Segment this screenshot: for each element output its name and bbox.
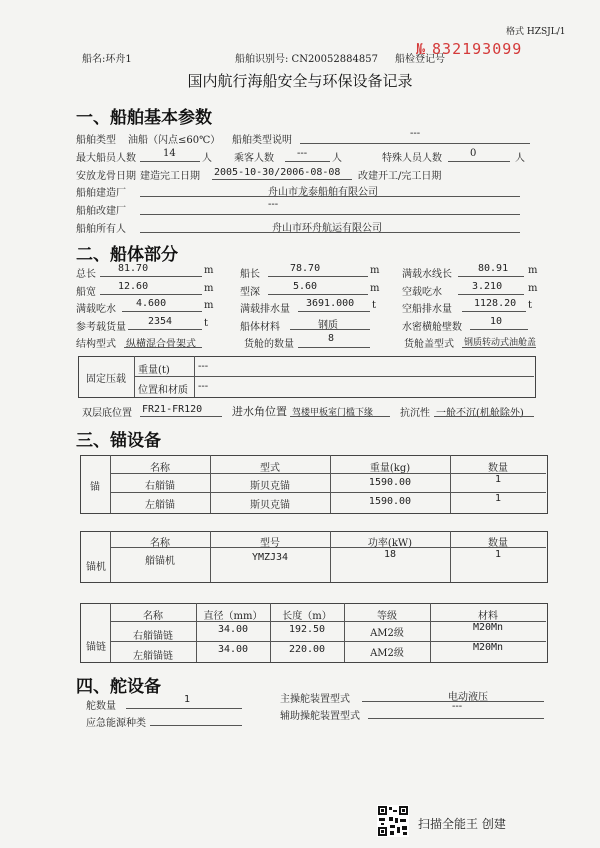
max-crew-label: 最大船员人数 (76, 153, 136, 164)
cargo-value: 2354 (148, 316, 173, 327)
depth-value: 5.60 (293, 281, 318, 292)
max-crew-value: 14 (163, 148, 176, 159)
ballast-position-value: --- (198, 381, 209, 392)
light-disp-value: 1128.20 (474, 298, 517, 309)
disp-unit: t (372, 300, 377, 311)
table-cell: 左艏锚 (145, 500, 175, 511)
section-1-heading: 一、船舶基本参数 (76, 108, 212, 128)
ship-type-value: 油船（闪点≤60℃） (128, 135, 221, 146)
flood-value: 驾楼甲板室门槛下缘 (292, 408, 374, 418)
sink-label: 抗沉性 (400, 408, 430, 419)
length-value: 81.70 (118, 263, 149, 274)
holds-label: 货舱的数量 (244, 339, 294, 350)
table-cell: AM2级 (370, 648, 404, 659)
table-cell: 34.00 (217, 624, 249, 635)
rebuilder-value: --- (268, 199, 279, 210)
light-draft-unit: m (528, 283, 538, 294)
owner-value: 舟山市环舟航运有限公司 (272, 223, 382, 234)
windlass-header-power: 功率(kW) (367, 538, 413, 549)
light-draft-value: 3.210 (472, 281, 503, 292)
loadline-unit: m (528, 265, 538, 276)
ballast-weight-value: --- (198, 361, 209, 372)
holds-value: 8 (328, 333, 335, 344)
table-cell: 1 (494, 474, 502, 485)
person-unit-1: 人 (202, 153, 212, 164)
main-gear-value: 电动液压 (448, 692, 488, 703)
builder-label: 船舶建造厂 (76, 188, 126, 199)
table-cell: 1590.00 (368, 477, 412, 488)
passengers-label: 乘客人数 (234, 153, 274, 164)
light-draft-label: 空载吃水 (402, 287, 442, 298)
draft-value: 4.600 (136, 298, 167, 309)
breadth-value: 12.60 (118, 281, 149, 292)
double-bottom-value: FR21-FR120 (142, 404, 203, 415)
table-cell: 1 (494, 549, 502, 560)
cargo-unit: t (204, 318, 209, 329)
light-disp-label: 空船排水量 (402, 304, 452, 315)
table-cell: M20Mn (472, 642, 504, 653)
table-cell: YMZJ34 (251, 552, 289, 563)
keel-label: 安放龙骨日期 (76, 171, 136, 182)
chain-header-name: 名称 (143, 611, 163, 622)
length-unit: m (204, 265, 214, 276)
loadline-value: 80.91 (478, 263, 509, 274)
lbp-value: 78.70 (290, 263, 321, 274)
double-bottom-label: 双层底位置 (82, 408, 132, 419)
windlass-header-name: 名称 (150, 538, 170, 549)
person-unit-2: 人 (332, 153, 342, 164)
material-label: 船体材料 (240, 322, 280, 333)
windlass-header-qty: 数量 (488, 538, 508, 549)
table-cell: 34.00 (217, 644, 249, 655)
section-4-heading: 四、舵设备 (76, 677, 161, 697)
ballast-label: 固定压载 (86, 374, 126, 385)
serial-number (416, 40, 522, 58)
table-cell: 斯贝克锚 (250, 481, 290, 492)
table-cell: 艏锚机 (145, 556, 175, 567)
windlass-group-label: 锚机 (86, 562, 106, 573)
serial-prefix: № (416, 40, 427, 58)
ballast-position-label: 位置和材质 (138, 385, 188, 396)
anchor-header-type: 型式 (260, 463, 280, 474)
ship-name: 船名:环舟1 (82, 54, 132, 65)
anchor-header-qty: 数量 (488, 463, 508, 474)
rebuild-label: 改建开工/完工日期 (358, 171, 442, 182)
builder-value: 舟山市龙泰船舶有限公司 (268, 187, 378, 198)
rebuilder-label: 船舶改建厂 (76, 206, 126, 217)
chain-header-material: 材料 (478, 611, 498, 622)
serial-value: 832193099 (432, 40, 523, 58)
rudder-count-value: 1 (184, 694, 191, 705)
table-cell: 220.00 (288, 644, 326, 655)
loadline-label: 满载水线长 (402, 269, 452, 280)
ship-type-desc-value: --- (410, 128, 421, 139)
table-cell: AM2级 (370, 628, 404, 639)
form-code: 格式 HZSJL/1 (506, 27, 566, 37)
structure-value: 纵横混合骨架式 (126, 339, 196, 350)
rudder-count-label: 舵数量 (86, 701, 116, 712)
special-label: 特殊人员人数 (382, 153, 442, 164)
table-cell: 右艏锚 (145, 481, 175, 492)
page-title: 国内航行海船安全与环保设备记录 (187, 72, 413, 90)
anchor-group-label: 锚 (90, 482, 100, 493)
ship-type-label: 船舶类型 (76, 135, 116, 146)
length-label: 总长 (76, 269, 96, 280)
chain-header-diameter: 直径（mm） (203, 611, 263, 622)
table-cell: 1590.00 (368, 496, 412, 507)
depth-label: 型深 (240, 287, 260, 298)
bulkhead-label: 水密横舱壁数 (402, 322, 462, 333)
bulkhead-value: 10 (490, 316, 503, 327)
table-cell: 18 (383, 549, 397, 560)
built-label: 建造完工日期 (140, 171, 200, 182)
emergency-label: 应急能源种类 (86, 718, 146, 729)
chain-header-grade: 等级 (377, 611, 397, 622)
table-cell: 右艏锚链 (133, 631, 173, 642)
draft-label: 满载吃水 (76, 304, 116, 315)
passengers-value: --- (297, 148, 308, 159)
built-value: 2005-10-30/2006-08-08 (214, 167, 341, 178)
ship-id: 船舶识别号: CN20052884857 (235, 54, 378, 65)
chain-group-label: 锚链 (86, 642, 106, 653)
special-value: 0 (470, 148, 477, 159)
breadth-unit: m (204, 283, 214, 294)
material-value: 钢质 (318, 320, 338, 331)
aux-gear-label: 辅助操舵装置型式 (280, 711, 360, 722)
person-unit-3: 人 (515, 153, 525, 164)
inspection-label: 船检登记号 (395, 54, 445, 65)
lbp-unit: m (370, 265, 380, 276)
cargo-label: 参考载货量 (76, 322, 126, 333)
sink-value: 一舱不沉(机舱除外) (436, 408, 524, 419)
depth-unit: m (370, 283, 380, 294)
table-cell: M20Mn (472, 622, 504, 633)
disp-label: 满载排水量 (240, 304, 290, 315)
owner-label: 船舶所有人 (76, 224, 126, 235)
structure-label: 结构型式 (76, 339, 116, 350)
table-cell: 192.50 (288, 624, 326, 635)
scan-watermark: 扫描全能王 创建 (418, 817, 506, 831)
aux-gear-value: --- (452, 701, 463, 712)
draft-unit: m (204, 300, 214, 311)
breadth-label: 船宽 (76, 287, 96, 298)
flood-label: 进水角位置 (232, 405, 287, 418)
light-disp-unit: t (528, 300, 533, 311)
disp-value: 3691.000 (306, 298, 355, 309)
section-3-heading: 三、锚设备 (76, 431, 161, 451)
table-cell: 左艏锚链 (133, 651, 173, 662)
qr-code-icon (377, 805, 409, 837)
lbp-label: 船长 (240, 269, 260, 280)
anchor-header-name: 名称 (150, 463, 170, 474)
ship-type-desc-label: 船舶类型说明 (232, 135, 292, 146)
chain-header-length: 长度（m） (282, 611, 332, 622)
table-cell: 1 (494, 493, 502, 504)
section-2-heading: 二、船体部分 (76, 245, 178, 265)
windlass-header-model: 型号 (260, 538, 280, 549)
hatch-label: 货舱盖型式 (404, 339, 454, 350)
hatch-value: 钢质转动式油舱盖 (464, 338, 537, 348)
table-cell: 斯贝克锚 (250, 500, 290, 511)
anchor-header-weight: 重量(kg) (369, 463, 411, 474)
main-gear-label: 主操舵装置型式 (280, 694, 350, 705)
ballast-weight-label: 重量(t) (138, 365, 170, 376)
